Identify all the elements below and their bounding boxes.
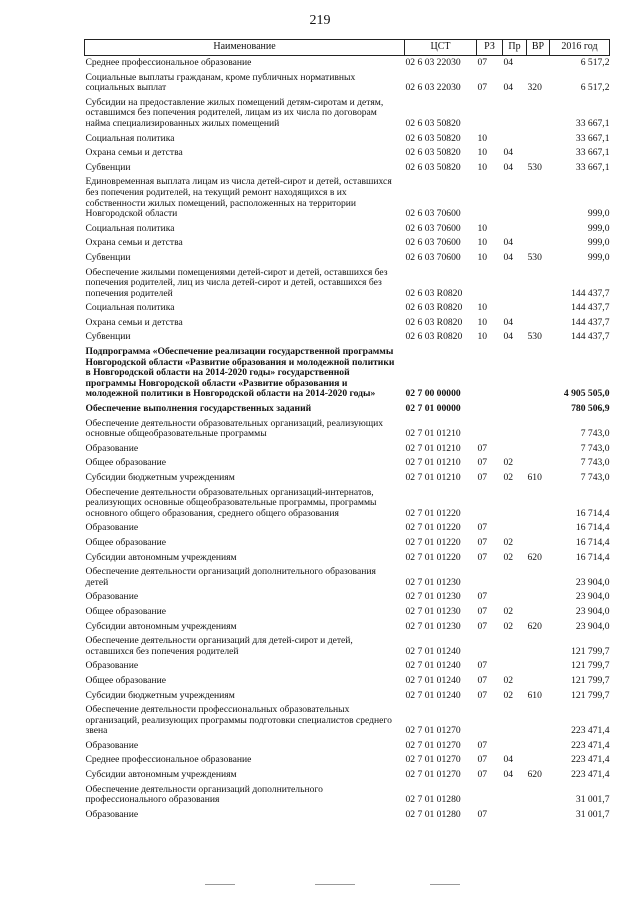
row-vr [527,56,550,71]
row-cst: 02 6 03 70600 [405,251,461,263]
row-vr [527,175,550,221]
table-row [85,316,610,331]
row-name: Социальная политика [85,222,175,234]
row-name: Образование [85,739,139,751]
row-vr [527,659,550,674]
table-row [85,330,610,345]
row-vr [527,132,550,147]
row-pr [503,402,527,417]
row-amount: 144 437,7 [571,302,610,314]
row-vr: 620 [527,551,542,563]
row-rz: 07 [477,551,488,563]
row-vr [527,301,550,316]
row-vr: 610 [527,472,542,483]
row-pr: 04 [503,754,514,766]
table-row [85,551,610,566]
row-vr [527,521,550,536]
row-name: Общее образование [85,536,167,548]
row-rz [477,402,503,417]
header-vr: ВР [527,40,550,56]
table-row [85,590,610,605]
row-vr [527,674,550,689]
row-pr [503,634,527,659]
row-name: Единовременная выплата лицам из числа детей-сирот и детей, оставшихся без попечения родителей, на текущий ремонт находящихся в их собственности жилых помещений, расположенных на территории Новгородской области [85,176,392,220]
row-pr: 02 [503,536,514,548]
row-name: Охрана семьи и детства [85,237,183,249]
footer-divider [315,884,355,885]
row-vr: 610 [527,689,542,701]
row-pr [503,783,527,808]
row-cst: 02 7 01 01230 [405,605,461,617]
table-row [85,132,610,147]
row-amount: 33 667,1 [575,161,610,173]
row-amount: 16 714,4 [575,536,610,548]
row-pr: 04 [503,237,514,249]
row-cst: 02 7 01 01240 [405,645,461,657]
table-row [85,768,610,783]
row-amount: 121 799,7 [571,645,610,657]
row-vr [527,402,550,417]
row-cst: 02 7 01 01280 [405,808,461,820]
row-name: Общее образование [85,457,167,469]
table-row [85,659,610,674]
table-row [85,222,610,237]
row-name: Общее образование [85,674,167,686]
row-amount: 144 437,7 [571,316,610,328]
table-row [85,471,610,486]
row-cst: 02 7 01 01270 [405,739,461,751]
row-rz: 10 [477,331,488,343]
row-vr [527,783,550,808]
row-name: Обеспечение жилыми помещениями детей-сирот и детей, оставшихся без попечения родителей, лиц из числа детей-сирот и детей, оставшихся без попечения родителей [85,266,388,299]
row-name: Образование [85,442,139,454]
row-cst: 02 6 03 70600 [405,222,461,234]
table-body [85,56,610,823]
row-cst: 02 6 03 R0820 [405,287,463,299]
row-rz [477,175,503,221]
row-amount: 23 904,0 [575,576,610,588]
row-cst: 02 7 01 01240 [405,674,461,686]
row-name: Образование [85,660,139,672]
row-pr: 04 [503,82,514,94]
row-amount: 121 799,7 [571,660,610,672]
row-amount: 999,0 [587,251,610,263]
row-rz: 07 [477,457,488,469]
row-rz: 07 [477,689,488,701]
row-pr [503,442,527,457]
row-pr: 04 [503,251,514,263]
table-row [85,161,610,176]
row-cst: 02 7 01 01220 [405,536,461,548]
row-pr: 04 [503,57,514,68]
row-vr [527,703,550,739]
row-rz: 07 [477,442,488,454]
row-amount: 16 714,4 [575,522,610,534]
row-amount: 23 904,0 [575,620,610,632]
row-amount: 780 506,9 [571,403,610,415]
row-cst: 02 6 03 50820 [405,147,461,159]
row-rz: 07 [477,769,488,781]
row-name: Обеспечение деятельности профессиональных образовательных организаций, реализующих программы подготовки специалистов среднего звена [85,704,392,737]
header-cst: ЦСТ [405,40,477,56]
row-cst: 02 7 01 01210 [405,472,461,483]
row-rz [477,266,503,302]
row-rz [477,703,503,739]
row-rz: 10 [477,237,488,249]
header-name: Наименование [85,40,405,56]
row-rz: 07 [477,57,488,68]
row-pr: 02 [503,689,514,701]
row-name: Социальная политика [85,302,175,314]
row-vr: 530 [527,331,542,343]
row-rz [477,565,503,590]
row-vr: 320 [527,82,542,94]
row-amount: 144 437,7 [571,331,610,343]
row-amount: 6 517,2 [580,57,610,68]
row-amount: 999,0 [587,237,610,249]
row-name: Социальные выплаты гражданам, кроме публичных нормативных социальных выплат [85,71,356,94]
row-amount: 144 437,7 [571,287,610,299]
row-amount: 7 743,0 [580,472,610,483]
table-row [85,689,610,704]
row-rz: 07 [477,660,488,672]
table-row [85,808,610,823]
row-rz [477,96,503,132]
row-vr [527,146,550,161]
row-vr: 530 [527,251,542,263]
row-name: Обеспечение деятельности организаций дополнительного образования детей [85,566,376,588]
row-pr: 02 [503,605,514,617]
row-vr: 620 [527,620,542,632]
row-cst: 02 6 03 R0820 [405,302,463,314]
row-cst: 02 7 01 01220 [405,507,461,519]
row-cst: 02 7 01 01220 [405,522,461,534]
row-name: Субсидии бюджетным учреждениям [85,472,235,483]
table-header-row [85,40,610,56]
row-rz: 07 [477,620,488,632]
row-rz: 10 [477,316,488,328]
row-cst: 02 6 03 22030 [405,82,461,94]
row-name: Образование [85,522,139,534]
row-cst: 02 6 03 50820 [405,132,461,144]
row-amount: 33 667,1 [575,147,610,159]
row-pr [503,266,527,302]
table-row [85,753,610,768]
row-rz [477,783,503,808]
table-row [85,634,610,659]
row-rz: 07 [477,605,488,617]
row-cst: 02 6 03 R0820 [405,316,463,328]
table-row [85,783,610,808]
row-rz: 07 [477,739,488,751]
row-name: Общее образование [85,605,167,617]
budget-table [84,39,610,822]
row-amount: 223 471,4 [571,725,610,737]
row-amount: 16 714,4 [575,551,610,563]
table-row [85,703,610,739]
row-amount: 223 471,4 [571,754,610,766]
row-name: Обеспечение деятельности образовательных организаций, реализующих основные общеобразовательные программы [85,417,384,440]
page-number: 219 [309,13,331,28]
row-name: Среднее профессиональное образование [85,754,252,766]
row-pr: 02 [503,620,514,632]
row-cst: 02 6 03 50820 [405,161,461,173]
row-name: Субвенции [85,331,131,343]
row-name: Обеспечение выполнения государственных заданий [85,403,312,415]
row-rz: 07 [477,754,488,766]
row-vr [527,565,550,590]
table-row [85,56,610,71]
table-row [85,266,610,302]
row-cst: 02 7 01 00000 [405,403,461,415]
header-year: 2016 год [550,40,610,56]
row-amount: 121 799,7 [571,689,610,701]
row-pr: 04 [503,331,514,343]
row-pr: 02 [503,674,514,686]
row-rz [477,634,503,659]
row-vr: 620 [527,769,542,781]
row-vr [527,536,550,551]
row-pr [503,222,527,237]
table-row [85,345,610,402]
row-name: Субвенции [85,161,131,173]
row-vr [527,442,550,457]
row-vr [527,753,550,768]
row-rz [477,345,503,402]
row-rz: 07 [477,591,488,603]
row-pr [503,132,527,147]
row-pr [503,703,527,739]
table-row [85,486,610,522]
table-row [85,175,610,221]
row-amount: 33 667,1 [575,132,610,144]
row-pr [503,486,527,522]
row-amount: 999,0 [587,208,610,220]
row-amount: 4 905 505,0 [563,388,610,400]
row-vr [527,236,550,251]
row-amount: 999,0 [587,222,610,234]
table-row [85,236,610,251]
table-row [85,146,610,161]
table-row [85,402,610,417]
table-row [85,521,610,536]
row-amount: 7 743,0 [580,457,610,469]
row-cst: 02 7 01 01280 [405,794,461,806]
table-row [85,605,610,620]
row-rz [477,417,503,442]
row-vr [527,345,550,402]
footer-divider [430,884,460,885]
table-row [85,442,610,457]
row-pr [503,590,527,605]
row-vr [527,222,550,237]
row-amount: 31 001,7 [575,808,610,820]
row-rz: 10 [477,302,488,314]
row-amount: 223 471,4 [571,739,610,751]
row-name: Охрана семьи и детства [85,316,183,328]
table-row [85,251,610,266]
row-amount: 23 904,0 [575,605,610,617]
row-cst: 02 7 01 01230 [405,620,461,632]
row-cst: 02 7 01 01270 [405,725,461,737]
row-cst: 02 6 03 70600 [405,237,461,249]
row-name: Обеспечение деятельности организаций для детей-сирот и детей, оставшихся без попечения родителей [85,635,353,657]
row-cst: 02 7 01 01220 [405,551,461,563]
table-row [85,620,610,635]
row-cst: 02 7 01 01210 [405,442,461,454]
row-pr [503,175,527,221]
row-cst: 02 6 03 22030 [405,57,461,68]
row-name: Охрана семьи и детства [85,147,183,159]
row-cst: 02 7 00 00000 [405,388,461,400]
row-name: Субвенции [85,251,131,263]
footer-divider [205,884,235,885]
row-pr [503,96,527,132]
table-row [85,674,610,689]
table-row [85,739,610,754]
table-row [85,71,610,96]
row-name: Среднее профессиональное образование [85,57,252,68]
row-name: Субсидии автономным учреждениям [85,769,237,781]
row-pr: 04 [503,161,514,173]
row-name: Социальная политика [85,132,175,144]
row-pr [503,739,527,754]
row-pr: 02 [503,551,514,563]
row-pr: 04 [503,147,514,159]
row-amount: 23 904,0 [575,591,610,603]
row-cst: 02 7 01 01240 [405,660,461,672]
row-pr [503,565,527,590]
row-name: Обеспечение деятельности организаций дополнительного профессионального образования [85,783,323,806]
header-pr: Пр [503,40,527,56]
row-amount: 16 714,4 [575,507,610,519]
row-amount: 223 471,4 [571,769,610,781]
row-cst: 02 7 01 01270 [405,769,461,781]
row-rz: 07 [477,674,488,686]
row-rz: 10 [477,222,488,234]
row-vr [527,456,550,471]
row-pr: 04 [503,316,514,328]
row-amount: 7 743,0 [580,428,610,440]
row-amount: 31 001,7 [575,794,610,806]
row-cst: 02 6 03 50820 [405,117,461,129]
row-name: Подпрограмма «Обеспечение реализации государственной программы Новгородской области «Развитие образования и молодежной политики в Новгородской области на 2014-2020 годы» государственной программы Новгородской области «Развитие образования и молодежной политики в Новгородской области на 2014-2020 годы» [85,346,395,400]
row-pr [503,521,527,536]
table-row [85,456,610,471]
row-pr [503,301,527,316]
row-name: Образование [85,808,139,820]
row-cst: 02 7 01 01210 [405,457,461,469]
row-name: Субсидии автономным учреждениям [85,551,237,563]
row-vr [527,605,550,620]
row-vr [527,316,550,331]
row-cst: 02 7 01 01240 [405,689,461,701]
row-rz: 07 [477,536,488,548]
row-pr: 04 [503,769,514,781]
row-cst: 02 6 03 R0820 [405,331,463,343]
table-row [85,301,610,316]
row-pr: 02 [503,472,514,483]
row-rz: 07 [477,82,488,94]
row-vr [527,417,550,442]
row-rz: 10 [477,161,488,173]
row-name: Образование [85,591,139,603]
row-pr [503,808,527,823]
row-cst: 02 7 01 01230 [405,591,461,603]
table-row [85,96,610,132]
row-name: Обеспечение деятельности образовательных организаций-интернатов, реализующих основные общеобразовательные программы, программы основного общего образования, среднего общего образования [85,486,377,519]
row-vr [527,96,550,132]
row-vr: 530 [527,161,542,173]
row-rz: 10 [477,147,488,159]
row-vr [527,739,550,754]
row-pr [503,659,527,674]
row-cst: 02 7 01 01210 [405,428,461,440]
row-vr [527,486,550,522]
table-row [85,417,610,442]
row-vr [527,266,550,302]
row-pr [503,345,527,402]
table-row [85,536,610,551]
row-pr: 02 [503,457,514,469]
row-name: Субсидии бюджетным учреждениям [85,689,235,701]
row-amount: 6 517,2 [580,82,610,94]
row-amount: 33 667,1 [575,117,610,129]
row-cst: 02 7 01 01270 [405,754,461,766]
header-rz: РЗ [477,40,503,56]
row-rz: 10 [477,132,488,144]
row-vr [527,634,550,659]
row-rz: 07 [477,522,488,534]
row-amount: 121 799,7 [571,674,610,686]
row-name: Субсидии автономным учреждениям [85,620,237,632]
table-row [85,565,610,590]
row-rz: 10 [477,251,488,263]
row-vr [527,590,550,605]
row-rz: 07 [477,808,488,820]
row-rz: 07 [477,472,488,483]
row-cst: 02 7 01 01230 [405,576,461,588]
row-rz [477,486,503,522]
row-cst: 02 6 03 70600 [405,208,461,220]
row-name: Субсидии на предоставление жилых помещений детям-сиротам и детям, оставшимся без попечения родителей, лицам из их числа по договорам найма специализированных жилых помещений [85,96,384,129]
row-amount: 7 743,0 [580,442,610,454]
row-vr [527,808,550,823]
row-pr [503,417,527,442]
